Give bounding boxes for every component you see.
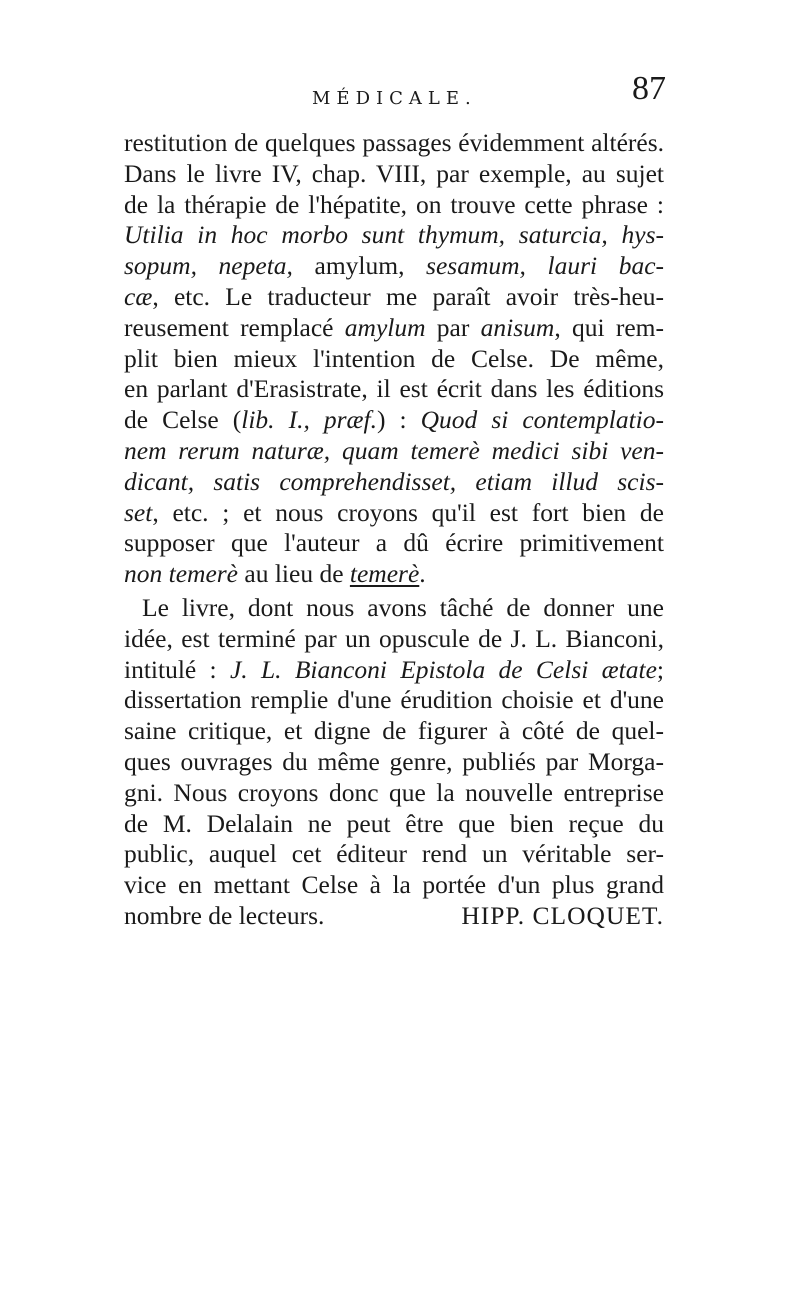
text-line: [124, 778, 664, 809]
text-run: par: [425, 312, 481, 342]
text-line: [124, 528, 664, 559]
text-line: [124, 559, 664, 590]
text-run: au lieu de: [238, 559, 350, 589]
text-line: [124, 251, 664, 282]
text-run: Le livre, dont nous avons tâché de donner une: [142, 592, 664, 622]
text-run: sesamum, lauri bac-: [426, 251, 664, 281]
paragraph: [124, 128, 664, 590]
text-run: non temerè: [124, 559, 239, 589]
text-run: reusement remplacé: [124, 312, 345, 342]
text-run: .: [419, 559, 426, 589]
text-line: [124, 405, 664, 436]
text-run: temerè: [349, 559, 420, 589]
page-number: 87: [632, 70, 666, 107]
text-run: dissertation remplie d'une érudition choisie et d'une: [124, 685, 664, 715]
text-line: [124, 716, 664, 747]
text-line: [124, 190, 664, 221]
text-run: de la thérapie de l'hépatite, on trouve cette phrase :: [124, 189, 664, 219]
text-run: , etc. Le traducteur me paraît avoir très-heu-: [152, 281, 664, 311]
text-run: ;: [656, 654, 664, 684]
text-line: [124, 436, 664, 467]
text-run: lib. I., præf.: [241, 405, 377, 435]
text-run: ) :: [377, 405, 421, 435]
text-run: J. L. Bianconi Epistola de Celsi ætate: [229, 654, 657, 684]
text-run: vice en mettant Celse à la portée d'un plus grand: [124, 870, 664, 900]
text-run: cæ: [124, 281, 153, 311]
text-line: [124, 593, 664, 624]
text-line: [124, 220, 664, 251]
text-run: de Celse (: [124, 405, 242, 435]
text-line: [124, 655, 664, 686]
text-line: [124, 313, 664, 344]
text-line: [124, 498, 664, 529]
text-run: de M. Delalain ne peut être que bien reçue du: [124, 808, 664, 838]
text-run: Quod si contemplatio-: [420, 405, 664, 435]
text-run: gni. Nous croyons donc que la nouvelle entreprise: [124, 777, 664, 807]
author-signature: HIPP. CLOQUET.: [461, 900, 664, 930]
text-run: dicant, satis comprehendisset, etiam illud scis-: [124, 466, 664, 496]
text-run: Utilia in hoc morbo sunt thymum, saturcia, hys-: [124, 220, 664, 250]
text-run: , etc. ; et nous croyons qu'il est fort bien de: [152, 497, 664, 527]
text-line: [124, 747, 664, 778]
text-run: intitulé :: [124, 654, 230, 684]
text-run: restitution de quelques passages évidemment altérés.: [124, 128, 664, 157]
text-line: [124, 282, 664, 313]
text-line: [124, 159, 664, 190]
text-run: public, auquel cet éditeur rend un véritable ser-: [124, 839, 664, 869]
text-line: [124, 374, 664, 405]
text-line: [124, 809, 664, 840]
text-run: set: [124, 497, 153, 527]
text-line: [124, 685, 664, 716]
running-head: MÉDICALE.: [312, 88, 477, 109]
text-run: supposer que l'auteur a dû écrire primitivement: [124, 528, 664, 558]
text-run: nem rerum naturæ, quam temerè medici sibi ven-: [124, 435, 664, 465]
text-run: anisum: [480, 312, 555, 342]
text-line: [124, 624, 664, 655]
paragraph: [124, 593, 664, 932]
text-line: [124, 344, 664, 375]
text-run: en parlant d'Erasistrate, il est écrit dans les éditions: [124, 374, 664, 404]
text-run: amylum: [344, 312, 426, 342]
closing-line: [124, 901, 664, 932]
text-run: , qui rem-: [554, 312, 664, 342]
text-run: Dans le livre IV, chap. VIII, par exemple, au sujet: [124, 158, 664, 188]
text-run: ques ouvrages du même genre, publiés par Morga-: [124, 746, 664, 776]
text-line: [124, 128, 664, 159]
body-text: [124, 128, 664, 932]
closing-text: nombre de lecteurs.: [124, 900, 325, 930]
text-run: idée, est terminé par un opuscule de J. L. Bianconi,: [124, 623, 664, 653]
text-run: sopum, nepeta,: [124, 251, 315, 281]
text-line: [124, 870, 664, 901]
text-run: amylum,: [314, 251, 427, 281]
text-run: plit bien mieux l'intention de Celse. De même,: [124, 343, 664, 373]
text-line: [124, 467, 664, 498]
text-run: saine critique, et digne de figurer à côté de quel-: [124, 716, 664, 746]
text-line: [124, 839, 664, 870]
